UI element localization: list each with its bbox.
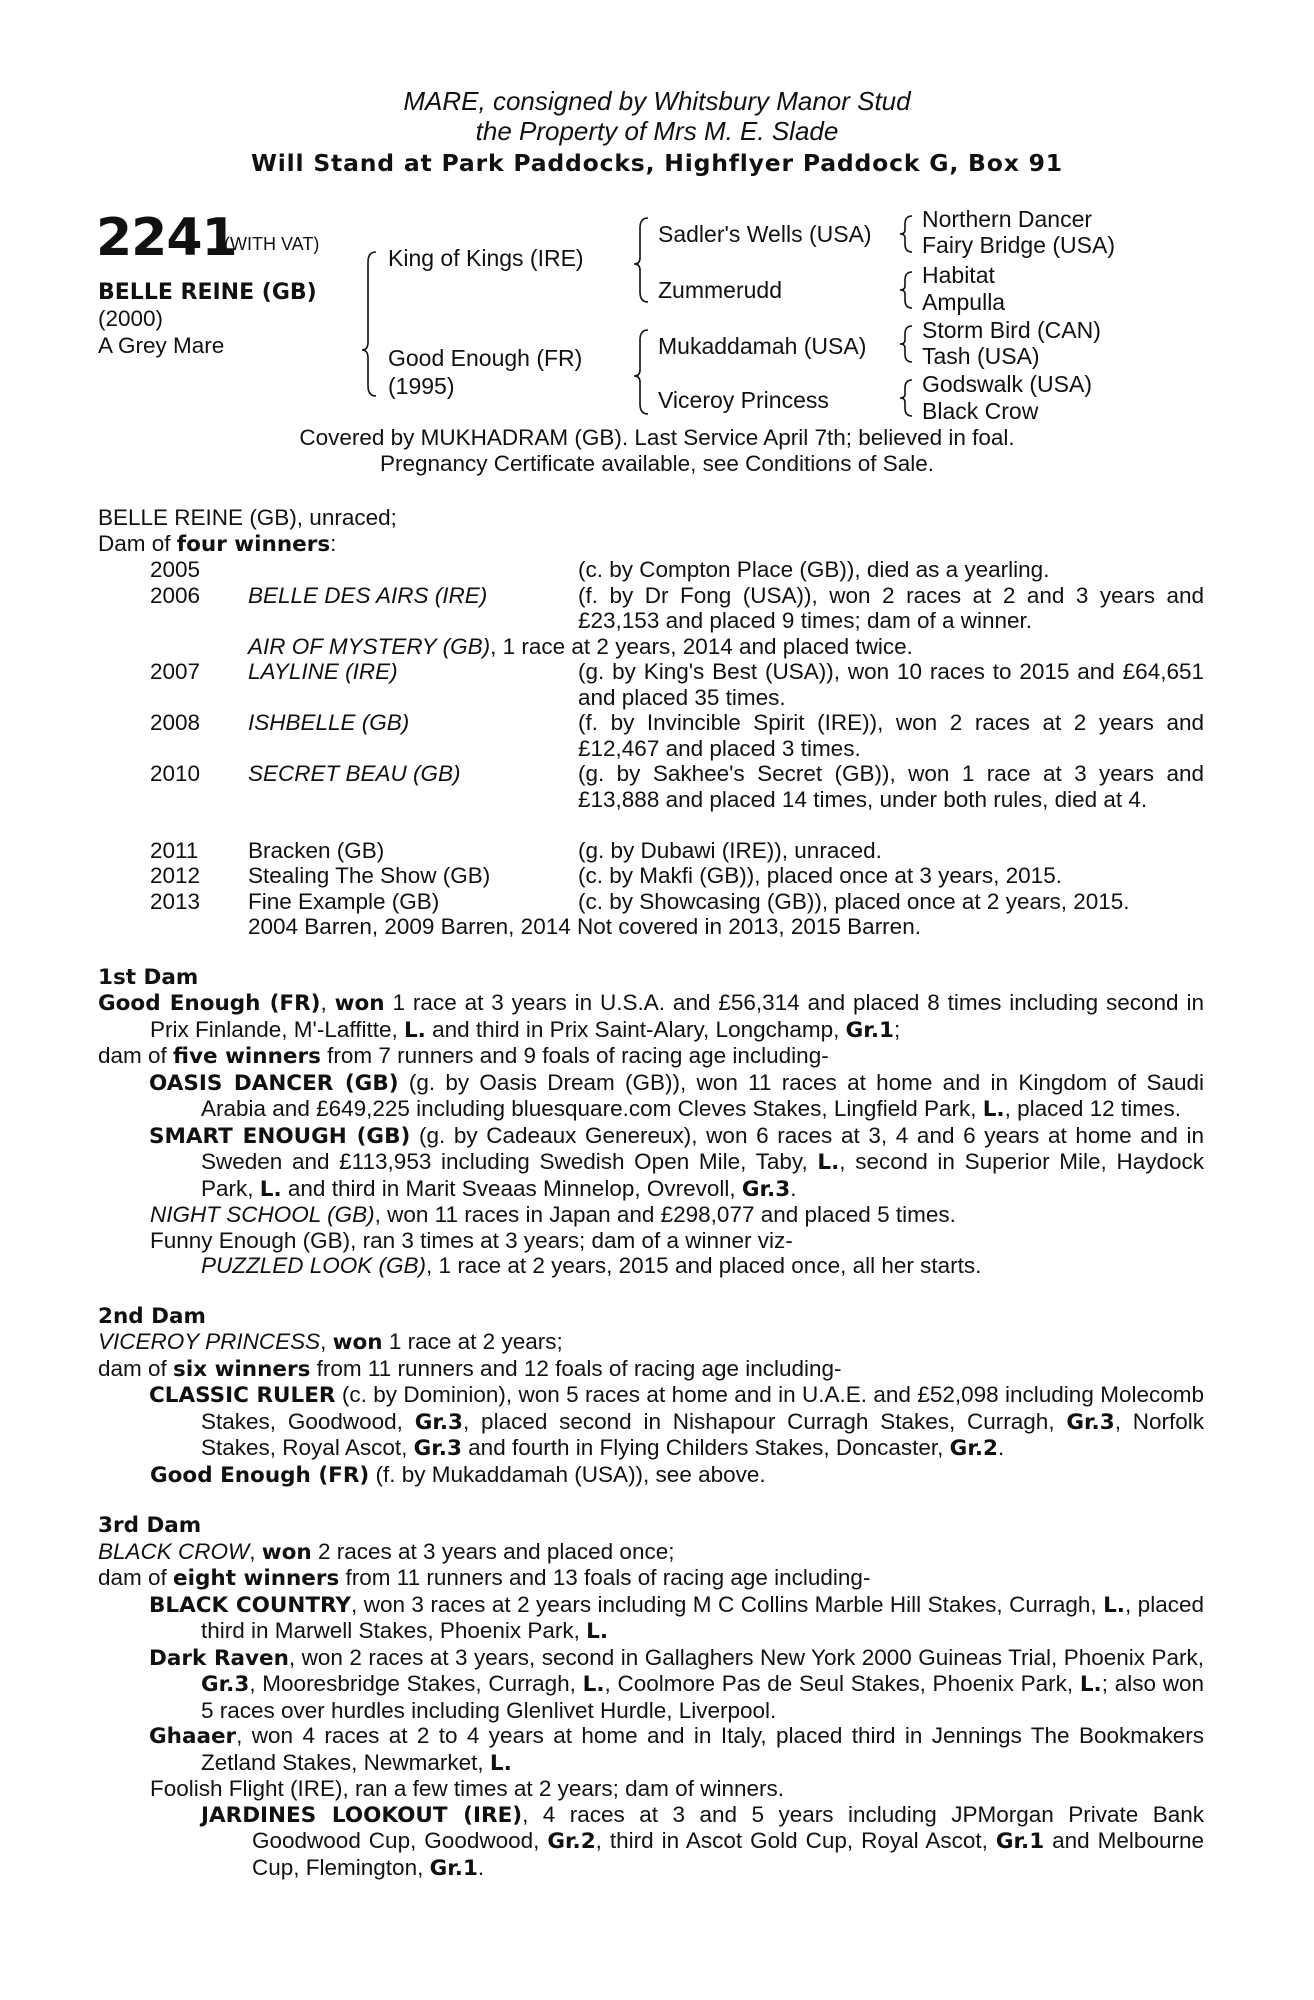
horse-name: BELLE REINE (GB) [98, 280, 317, 305]
dam-dam: Viceroy Princess [658, 387, 829, 413]
lot-number: 2241 [96, 208, 237, 268]
grandchild-line: AIR OF MYSTERY (GB), 1 race at 2 years, 2014 and placed twice. [248, 633, 913, 659]
pedigree-braces [0, 0, 1314, 440]
sdd: Ampulla [922, 289, 1006, 315]
property-line: the Property of Mrs M. E. Slade [475, 116, 839, 146]
sds: Habitat [922, 262, 995, 288]
first-dam-heading: 1st Dam [98, 964, 199, 990]
dam-intro: BELLE REINE (GB), unraced; [98, 505, 397, 530]
dss: Storm Bird (CAN) [922, 317, 1101, 343]
covered-line: Covered by MUKHADRAM (GB). Last Service April 7th; believed in foal. [299, 425, 1015, 450]
foolish-flight-entry: Foolish Flight (IRE), ran a few times at 2 years; dam of winners. [150, 1776, 784, 1801]
good-enough-entry: Good Enough (FR) (f. by Mukaddamah (USA)), see above. [150, 1461, 766, 1488]
progeny-row: 2012 Stealing The Show (GB) (c. by Makfi (GB)), placed once at 3 years, 2015. [150, 863, 1062, 888]
progeny-row: 2011 Bracken (GB) (g. by Dubawi (IRE)), unraced. [150, 837, 882, 863]
third-dam-name-line: BLACK CROW, won 2 races at 3 years and placed once; [98, 1538, 675, 1565]
horse-description: A Grey Mare [98, 333, 225, 358]
first-dam-para: Good Enough (FR), won 1 race at 3 years in U.S.A. and £56,314 and placed 8 times including second in Prix Finlande, M'-Laffitte, L. and third in Prix Saint-Alary, Longchamp, Gr.1; [98, 990, 1204, 1043]
dam-sire: Mukaddamah (USA) [658, 333, 867, 359]
second-dam-name-line: VICEROY PRINCESS, won 1 race at 2 years; [98, 1329, 563, 1355]
sss: Northern Dancer [922, 206, 1093, 232]
catalogue-body [98, 505, 1204, 1881]
foaling-year: (2000) [98, 306, 164, 331]
funny-enough-entry: Funny Enough (GB), ran 3 times at 3 years; dam of a winner viz- [150, 1227, 793, 1253]
ddd: Black Crow [922, 398, 1039, 424]
dam: Good Enough (FR) [388, 345, 583, 371]
progeny-row: 2007 LAYLINE (IRE) (g. by King's Best (USA)), won 10 races to 2015 and £64,651 and placed 35 times. [150, 659, 1204, 710]
progeny-row: 2013 Fine Example (GB) (c. by Showcasing (GB)), placed once at 2 years, 2015. [150, 888, 1130, 914]
sire: King of Kings (IRE) [388, 245, 584, 271]
location-line: Will Stand at Park Paddocks, Highflyer Paddock G, Box 91 [251, 149, 1063, 177]
jardines-lookout-entry: JARDINES LOOKOUT (IRE), 4 races at 3 and 5 years including JPMorgan Private Bank Goodwood Cup, Goodwood, Gr.2, third in Ascot Gold Cup, Royal Ascot, Gr.1 and Melbourne Cup, Flemington, Gr.1. [201, 1801, 1205, 1881]
third-dam-damof: dam of eight winners from 11 runners and 13 foals of racing age including- [98, 1565, 871, 1591]
oasis-dancer-entry: OASIS DANCER (GB) (g. by Oasis Dream (GB)), won 11 races at home and in Kingdom of Saudi Arabia and £649,225 including bluesquare.com Cleves Stakes, Lingfield Park, L., placed 12 times. [149, 1069, 1205, 1122]
sire-sire: Sadler's Wells (USA) [658, 221, 872, 247]
smart-enough-entry: SMART ENOUGH (GB) (g. by Cadeaux Genereux), won 6 races at 3, 4 and 6 years at home and in Sweden and £113,953 including Swedish Open Mile, Taby, L., second in Superior Mile, Haydock Park, L. and third in Marit Sveaas Minnelop, Ovrevoll, Gr.3. [149, 1122, 1205, 1202]
pregnancy-line: Pregnancy Certificate available, see Conditions of Sale. [379, 451, 935, 476]
black-country-entry: BLACK COUNTRY, won 3 races at 2 years including M C Collins Marble Hill Stakes, Curragh, L., placed third in Marwell Stakes, Phoenix Park, L. [149, 1591, 1204, 1644]
progeny-row: 2005 (c. by Compton Place (GB)), died as a yearling. [150, 557, 1050, 582]
puzzled-look-entry: PUZZLED LOOK (GB), 1 race at 2 years, 2015 and placed once, all her starts. [201, 1253, 982, 1278]
first-dam-damof: dam of five winners from 7 runners and 9 foals of racing age including- [98, 1043, 829, 1069]
dsd: Tash (USA) [922, 343, 1040, 369]
sire-dam: Zummerudd [658, 277, 782, 303]
second-dam-damof: dam of six winners from 11 runners and 12 foals of racing age including- [98, 1355, 842, 1382]
consignor-line: MARE, consigned by Whitsbury Manor Stud [403, 86, 911, 116]
second-dam-heading: 2nd Dam [98, 1303, 206, 1329]
progeny-row: 2010 SECRET BEAU (GB) (g. by Sakhee's Secret (GB)), won 1 race at 3 years and £13,888 and placed 14 times, under both rules, died at 4. [150, 761, 1204, 812]
dam-year: (1995) [388, 373, 455, 399]
progeny-row: 2006 BELLE DES AIRS (IRE) (f. by Dr Fong (USA)), won 2 races at 2 and 3 years and £23,153 and placed 9 times; dam of a winner. [150, 582, 1204, 633]
ssd: Fairy Bridge (USA) [922, 232, 1115, 258]
dark-raven-entry: Dark Raven, won 2 races at 3 years, second in Gallaghers New York 2000 Guineas Trial, Phoenix Park, Gr.3, Mooresbridge Stakes, Curragh, L., Coolmore Pas de Seul Stakes, Phoenix Park, L.; also won 5 races over hurdles including Glenlivet Hurdle, Liverpool. [149, 1644, 1204, 1723]
classic-ruler-entry: CLASSIC RULER (c. by Dominion), won 5 races at home and in U.A.E. and £52,098 including Molecomb Stakes, Goodwood, Gr.3, placed second in Nishapour Curragh Stakes, Curragh, Gr.3, Norfolk Stakes, Royal Ascot, Gr.3 and fourth in Flying Childers Stakes, Doncaster, Gr.2. [149, 1382, 1204, 1461]
barren-line: 2004 Barren, 2009 Barren, 2014 Not covered in 2013, 2015 Barren. [248, 914, 921, 939]
progeny-row: 2008 ISHBELLE (GB) (f. by Invincible Spirit (IRE)), won 2 races at 2 years and £12,467 and placed 3 times. [150, 710, 1204, 761]
dds: Godswalk (USA) [922, 371, 1092, 397]
ghaaer-entry: Ghaaer, won 4 races at 2 to 4 years at home and in Italy, placed third in Jennings The Bookmakers Zetland Stakes, Newmarket, L. [149, 1723, 1204, 1776]
night-school-entry: NIGHT SCHOOL (GB), won 11 races in Japan and £298,077 and placed 5 times. [150, 1202, 956, 1227]
vat-label: (WITH VAT) [224, 234, 320, 254]
third-dam-heading: 3rd Dam [98, 1513, 202, 1538]
dam-of-line: Dam of four winners: [98, 530, 337, 557]
